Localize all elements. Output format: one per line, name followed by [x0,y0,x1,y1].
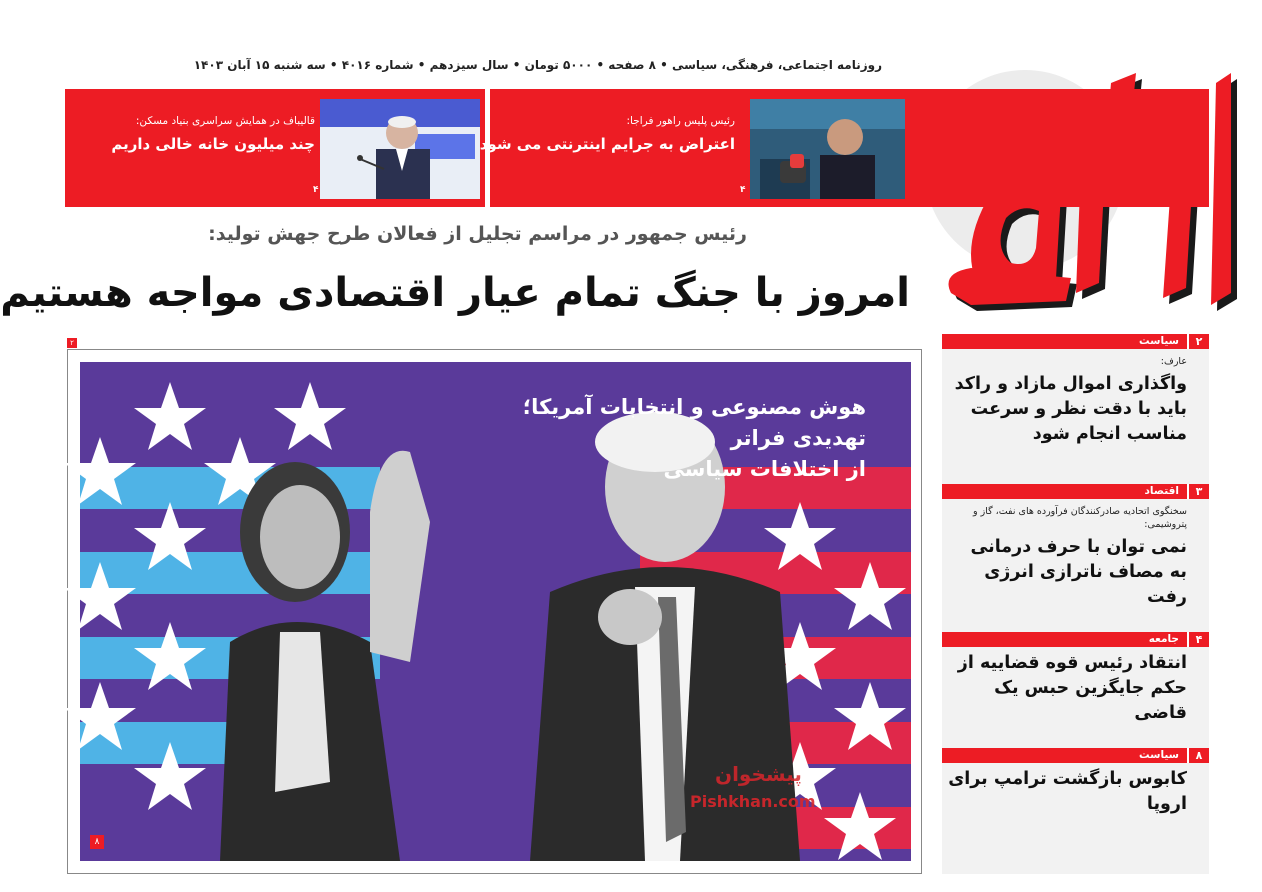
sidebar-kicker: سخنگوی اتحادیه صادرکنندگان فرآورده های نفت، گاز و پتروشیمی: [973,506,1187,530]
teaser-housing[interactable] [65,89,485,207]
sidebar-title[interactable]: انتقاد رئیس قوه قضاییه از حکم جایگزین حبس یک قاضی [957,653,1187,723]
sidebar-section-bar [942,632,1209,647]
headline-surtitle: رئیس جمهور در مراسم تجلیل از فعالان طرح جهش تولید: [208,223,747,245]
sidebar-category: سیاست [1139,335,1179,347]
sidebar-section-bar [942,748,1209,763]
teaser-title[interactable]: چند میلیون خانه خالی داریم [111,135,315,153]
feature-title-line-1: هوش مصنوعی و انتخابات آمریکا؛ تهدیدی فراتر [522,395,866,450]
police-officer-photo [750,99,905,199]
sidebar-page-number: ۳ [1187,484,1209,499]
teaser-title[interactable]: اعتراض به جرایم اینترنتی می شود [479,135,735,153]
teaser-page-number: ۴ [313,185,319,195]
teaser-strip [65,89,1209,207]
feature-page-number: ۸ [90,835,104,849]
sidebar-kicker: عارف: [1160,356,1187,367]
teaser-kicker: قالیباف در همایش سراسری بنیاد مسکن: [135,115,315,127]
feature-photo [80,362,911,861]
sidebar-title[interactable]: کابوس بازگشت ترامپ برای اروپا [948,769,1187,814]
issue-meta-line: روزنامه اجتماعی، فرهنگی، سیاسی • ۸ صفحه • ۵۰۰۰ تومان • سال سیزدهم • شماره ۴۰۱۶ • سه شنبه ۱۵ آبان ۱۴۰۳ [193,58,882,72]
watermark-persian: پیشخوان [715,762,802,786]
feature-title-line-2: از اختلافات سیاسی [663,457,866,481]
feature-photo-frame[interactable] [67,349,922,874]
feature-title[interactable] [446,392,866,485]
speaker-at-podium-photo [320,99,480,199]
sidebar-category: جامعه [1148,633,1179,645]
sidebar-category: سیاست [1139,749,1179,761]
sidebar-page-number: ۲ [1187,334,1209,349]
sidebar-news [942,334,1209,874]
sidebar-section-bar [942,484,1209,499]
main-headline[interactable]: امروز با جنگ تمام عیار اقتصادی مواجه هستیم [0,270,910,316]
watermark-url: Pishkhan.com [690,792,816,811]
sidebar-item-politics-aref[interactable] [942,334,1209,447]
sidebar-title[interactable]: واگذاری اموال مازاد و راکد باید با دقت نظر و سرعت مناسب انجام شود [954,374,1187,444]
sidebar-item-politics-trump[interactable] [942,748,1209,817]
sidebar-category: اقتصاد [1144,485,1179,497]
sidebar-item-economy[interactable] [942,484,1209,610]
sidebar-item-society[interactable] [942,632,1209,726]
teaser-police[interactable] [479,89,965,207]
sidebar-page-number: ۴ [1187,632,1209,647]
sidebar-title[interactable]: نمی توان با حرف درمانی به مصاف ناترازی انرژی رفت [970,537,1187,607]
headline-page-number: ۲ [67,338,77,348]
teaser-page-number: ۴ [740,185,746,195]
teaser-kicker: رئیس پلیس راهور فراجا: [626,115,735,127]
sidebar-page-number: ۸ [1187,748,1209,763]
sidebar-section-bar [942,334,1209,349]
